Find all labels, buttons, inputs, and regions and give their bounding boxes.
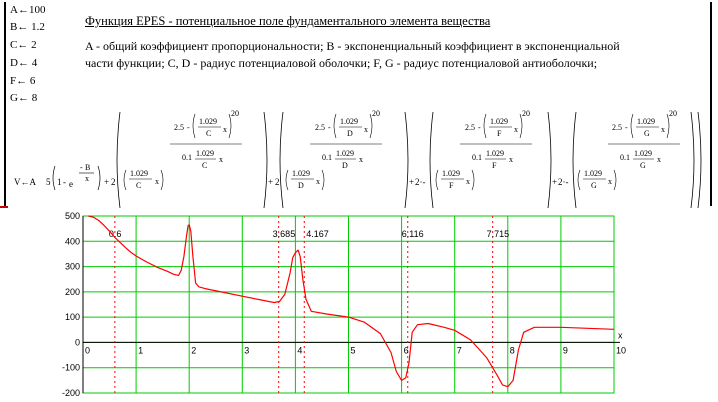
t1-pt-one: 0.1 [182,153,192,162]
t4-den-den: G [640,161,646,170]
x-tick-label: 4 [297,345,303,356]
t1-den-den: C [202,161,208,170]
t1-den-const: 1.029 [196,149,214,158]
t2-den: D [298,181,304,190]
t1-num-den: C [206,129,212,138]
t3-den-den: F [492,161,497,170]
t1-num-x: x [223,125,227,134]
region-marker [0,206,8,208]
formula-coef-4: 2·- [558,177,569,187]
t2-den-den: D [342,161,348,170]
t3-num-den: F [497,129,502,138]
t1-x: x [155,177,159,186]
formula-coef-3: 2·- [415,177,426,187]
formula-plus-4: + [552,177,558,187]
t4-den-x: x [657,155,661,164]
t2-pt-one: 0.1 [322,153,332,162]
t1-den: C [136,181,142,190]
formula-coef-1: 2 [111,177,116,187]
y-tick-label: 500 [64,211,80,221]
plot-ticks [62,211,626,398]
t2-den-x: x [359,155,363,164]
x-tick-label: 5 [350,345,356,356]
plot-grid [83,216,614,393]
formula-exp-num: B [85,163,91,172]
t3-den-x: x [509,155,513,164]
t4-two-five: 2.5 [612,123,622,132]
x-tick-label: 3 [244,345,250,356]
y-tick-label: 300 [64,261,80,272]
marker-label: 4.167 [306,229,329,239]
assignment-a[interactable]: A←100 [10,4,46,16]
t3-num-x: x [514,125,518,134]
t1-den-x: x [219,155,223,164]
formula-plus-3: + [409,177,415,187]
formula-region[interactable] [10,108,710,212]
marker-label: 0.6 [108,229,122,239]
t4-x: x [608,177,612,186]
t4-pt-one: 0.1 [620,153,630,162]
t3-const: 1.029 [442,169,460,178]
x-tick-label: 10 [616,345,627,356]
assignment-d[interactable]: D← 4 [10,57,38,69]
formula-exp-minus: - [80,163,83,172]
t2-x: x [316,177,320,186]
y-tick-label: 400 [64,236,80,247]
t4-minus: - [625,123,628,132]
t3-pt-one: 0.1 [472,153,482,162]
t2-num-x: x [364,125,368,134]
marker-label: 3.685 [272,229,296,239]
x-tick-label: 1 [138,345,144,356]
formula-coef-2: 2 [275,177,280,187]
x-tick-label: 0 [85,345,91,356]
formula-factor: 5 [46,177,51,187]
x-tick-label: 9 [562,345,568,356]
plot-markers [109,216,509,393]
x-axis-label: x [618,330,623,341]
t3-two-five: 2.5 [465,123,475,132]
t4-power: 20 [669,109,677,118]
formula-exp-base: e [69,179,73,189]
y-tick-label: 200 [64,286,80,297]
marker-label: 6.116 [401,229,424,239]
t4-den-const: 1.029 [634,149,652,158]
y-tick-label: -200 [61,388,80,398]
t3-power: 20 [522,109,530,118]
t2-den-const: 1.029 [336,149,354,158]
y-tick-label: 100 [64,312,80,323]
assignment-c[interactable]: C← 2 [10,39,37,51]
x-tick-label: 8 [509,345,515,356]
x-tick-label: 2 [191,345,197,356]
t1-two-five: 2.5 [174,123,184,132]
assignment-f[interactable]: F← 6 [10,75,36,87]
formula-plus-2: + [268,177,274,187]
t4-den: G [591,181,597,190]
formula-lhs: V←A [14,177,36,187]
formula-minus: - [63,177,66,187]
formula-plus-1: + [104,177,110,187]
t4-num-den: G [644,129,650,138]
y-tick-label: 0 [74,337,80,348]
assignment-g[interactable]: G← 8 [10,92,38,104]
t2-const: 1.029 [292,169,310,178]
x-tick-label: 7 [456,345,462,356]
t3-num-const: 1.029 [490,117,508,126]
t1-power: 20 [231,109,239,118]
t3-den-const: 1.029 [486,149,504,158]
t2-power: 20 [372,109,380,118]
plot-axes [83,216,623,393]
t1-const: 1.029 [130,169,148,178]
worksheet-title[interactable]: Функция EPES - потенциальное поле фундаментального элемента вещества [85,14,491,28]
t3-x: x [466,177,470,186]
formula-exp-den: x [85,174,89,183]
description-line-1[interactable]: A - общий коэффициент пропорциональности; B - экспоненциальный коэффициент в экспоненциальной [85,39,620,53]
marker-label: 7.715 [486,229,510,239]
t4-num-x: x [661,125,665,134]
y-tick-label: -100 [61,362,80,373]
assignment-b[interactable]: B← 1.2 [10,21,45,33]
t3-den: F [449,181,454,190]
t2-num-const: 1.029 [340,117,358,126]
t1-num-const: 1.029 [199,117,217,126]
description-line-2[interactable]: части функции; C, D - радиус потенциаловой оболочки; F, G - радиус потенциаловой антиоболочки; [85,56,598,70]
epes-plot[interactable] [0,210,718,402]
t2-num-den: D [347,129,353,138]
t4-const: 1.029 [584,169,602,178]
x-tick-label: 6 [403,345,409,356]
formula-one: 1 [57,177,62,187]
t2-two-five: 2.5 [315,123,325,132]
t2-minus: - [328,123,331,132]
t3-minus: - [478,123,481,132]
t4-num-const: 1.029 [637,117,655,126]
t1-minus: - [187,123,190,132]
